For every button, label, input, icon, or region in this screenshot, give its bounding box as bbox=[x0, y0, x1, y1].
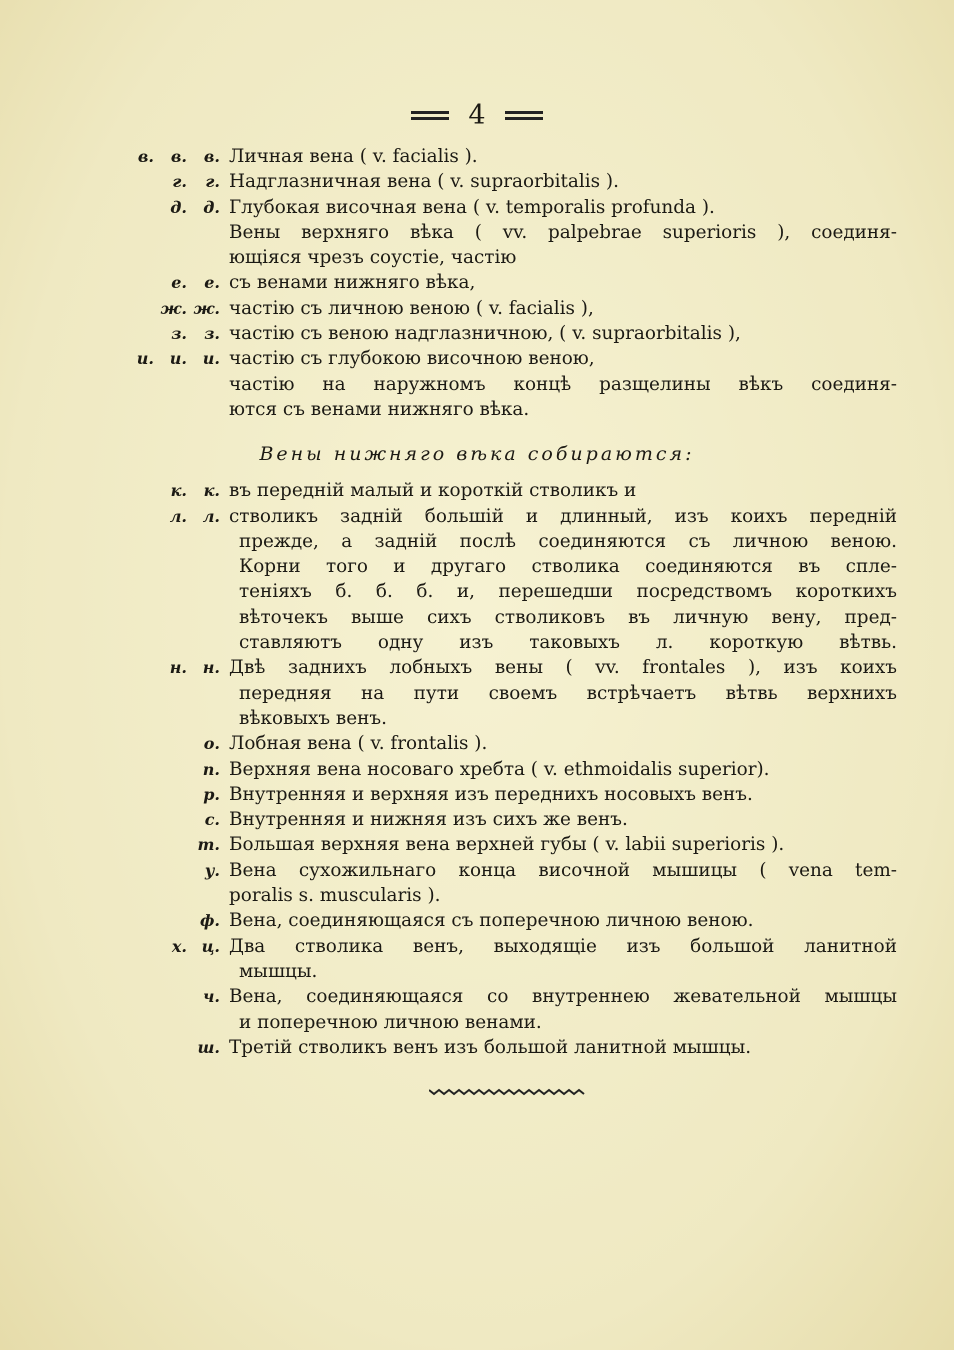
entry-text: теніяхъ б. б. б. и, перешедши посредствомъ короткихъ bbox=[239, 581, 897, 603]
figure-letter: в. bbox=[170, 147, 187, 166]
entry-line bbox=[0, 346, 954, 371]
entry-line bbox=[0, 321, 954, 346]
entry-line bbox=[0, 195, 954, 220]
figure-letter: ж. bbox=[160, 298, 187, 318]
entry-text: Вена сухожильнаго конца височной мышицы ( vena tem- bbox=[229, 859, 897, 881]
entry-text: мышцы. bbox=[239, 960, 318, 982]
entry-text: Надглазничная вена ( v. supraorbitalis ). bbox=[229, 171, 619, 193]
entry-text: въ передній малый и короткій стволикъ и bbox=[229, 480, 637, 502]
figure-letter: х. bbox=[171, 936, 187, 956]
entry-text: Личная вена ( v. facialis ). bbox=[229, 146, 478, 167]
figure-letter: з. bbox=[204, 324, 220, 344]
entry-text: и поперечною личною венами. bbox=[239, 1011, 542, 1033]
entry-text: вѣточекъ выше сихъ стволиковъ въ личную вену, пред- bbox=[239, 606, 897, 628]
figure-reference-letters bbox=[187, 731, 220, 756]
figure-reference-letters bbox=[187, 984, 220, 1009]
entry-text: Вена, соединяющаяся съ поперечною личною веною. bbox=[229, 910, 754, 932]
entry-line bbox=[0, 478, 954, 503]
entry-text: стволикъ задній большій и длинный, изъ коихъ передній bbox=[229, 505, 897, 527]
entry-line bbox=[0, 908, 954, 933]
figure-letter: г. bbox=[172, 172, 187, 192]
left-ornament-rule bbox=[411, 111, 449, 120]
entry-text: ющіяся чрезъ соустіе, частію bbox=[229, 247, 517, 269]
figure-reference-letters bbox=[154, 504, 220, 529]
figure-letter: л. bbox=[202, 506, 220, 526]
figure-letter: с. bbox=[204, 810, 220, 830]
entry-text: вѣковыхъ венъ. bbox=[239, 707, 387, 729]
figure-letter: в. bbox=[203, 147, 220, 166]
entry-line bbox=[0, 554, 954, 579]
figure-reference-letters bbox=[154, 655, 220, 680]
figure-letter: и. bbox=[136, 349, 154, 369]
entry-text: частію съ веною надглазничною, ( v. supraorbitalis ), bbox=[229, 323, 741, 345]
entry-line bbox=[0, 807, 954, 832]
entry-line bbox=[0, 731, 954, 756]
entry-line bbox=[0, 858, 954, 883]
entry-text: ставляютъ одну изъ таковыхъ л. короткую вѣтвь. bbox=[239, 632, 897, 654]
entry-text: Внутренняя и нижняя изъ сихъ же венъ. bbox=[229, 809, 628, 831]
figure-letter: ш. bbox=[197, 1037, 220, 1057]
entry-text: Большая верхняя вена верхней губы ( v. labii superioris ). bbox=[229, 834, 785, 856]
entry-text: частію съ глубокою височною веною, bbox=[229, 348, 595, 370]
figure-letter: е. bbox=[204, 273, 220, 293]
figure-reference-letters bbox=[187, 757, 220, 782]
figure-reference-letters bbox=[187, 908, 220, 933]
figure-reference-letters bbox=[187, 782, 220, 807]
figure-letter: п. bbox=[202, 759, 220, 779]
figure-letter: н. bbox=[202, 658, 220, 678]
entry-text: Внутренняя и верхняя изъ переднихъ носовыхъ венъ. bbox=[229, 783, 753, 805]
figure-reference-letters bbox=[187, 1035, 220, 1060]
figure-letter: в. bbox=[137, 147, 154, 166]
figure-reference-letters bbox=[154, 169, 220, 194]
entry-line bbox=[0, 579, 954, 604]
figure-letter: и. bbox=[202, 349, 220, 369]
figure-letter: д. bbox=[203, 197, 220, 217]
entry-line bbox=[0, 681, 954, 706]
entry-line bbox=[0, 1010, 954, 1035]
page-number: 4 bbox=[468, 100, 486, 131]
figure-letter: т. bbox=[197, 835, 220, 855]
figure-letter: у. bbox=[204, 860, 220, 880]
entry-line bbox=[0, 757, 954, 782]
figure-reference-letters bbox=[154, 478, 220, 503]
page-header bbox=[0, 100, 954, 131]
figure-letter: и. bbox=[169, 349, 187, 369]
figure-letter: г. bbox=[205, 172, 220, 192]
figure-letter: д. bbox=[170, 197, 187, 217]
tail-ornament bbox=[429, 1087, 591, 1097]
figure-letter: л. bbox=[169, 506, 187, 526]
figure-reference-letters bbox=[187, 832, 220, 857]
figure-letter: к. bbox=[170, 481, 187, 501]
entry-line bbox=[0, 504, 954, 529]
entry-line bbox=[0, 1035, 954, 1060]
figure-letter: е. bbox=[171, 273, 187, 293]
figure-letter: к. bbox=[203, 481, 220, 501]
figure-letter: ц. bbox=[201, 936, 220, 956]
entry-line bbox=[0, 296, 954, 321]
figure-letter: н. bbox=[169, 658, 187, 678]
entry-line bbox=[0, 984, 954, 1009]
entry-line bbox=[0, 270, 954, 295]
figure-letter: ф. bbox=[200, 911, 220, 931]
entry-line bbox=[0, 782, 954, 807]
figure-letter: р. bbox=[203, 784, 220, 804]
entry-text: передняя на пути своемъ встрѣчаетъ вѣтвь верхнихъ bbox=[239, 682, 897, 704]
entry-line bbox=[0, 220, 954, 245]
entry-line bbox=[0, 397, 954, 422]
entry-text: съ венами нижняго вѣка, bbox=[229, 272, 476, 294]
entry-text: Третій стволикъ венъ изъ большой ланитной мышцы. bbox=[229, 1036, 752, 1058]
figure-letter: о. bbox=[203, 734, 220, 754]
entry-text: Два стволика венъ, выходящіе изъ большой ланитной bbox=[229, 935, 897, 957]
entry-text: poralis s. muscularis ). bbox=[229, 885, 441, 907]
figure-reference-letters bbox=[154, 270, 220, 295]
entry-text: частію съ личною веною ( v. facialis ), bbox=[229, 297, 594, 319]
figure-letter: з. bbox=[171, 324, 187, 344]
figure-reference-letters bbox=[154, 934, 220, 959]
entry-line bbox=[0, 883, 954, 908]
entry-line bbox=[0, 245, 954, 270]
entries-list bbox=[0, 144, 954, 1060]
entry-line bbox=[0, 529, 954, 554]
figure-reference-letters bbox=[121, 144, 220, 169]
figure-reference-letters bbox=[187, 807, 220, 832]
entry-line bbox=[0, 144, 954, 169]
figure-letter: ж. bbox=[193, 298, 220, 318]
entry-text: частію на наружномъ концѣ разщелины вѣкъ соединя- bbox=[229, 373, 897, 395]
entry-line bbox=[0, 372, 954, 397]
entry-text: ются съ венами нижняго вѣка. bbox=[229, 398, 530, 420]
entry-line bbox=[0, 169, 954, 194]
figure-reference-letters bbox=[187, 858, 220, 883]
entry-text: Вена, соединяющаяся со внутреннею жевательной мышцы bbox=[229, 986, 897, 1008]
figure-letter: ч. bbox=[202, 987, 220, 1007]
right-ornament-rule bbox=[505, 111, 543, 120]
entry-text: прежде, а задній послѣ соединяются съ личною веною. bbox=[239, 530, 897, 552]
figure-reference-letters bbox=[154, 195, 220, 220]
entry-line bbox=[0, 706, 954, 731]
entry-text: Вены верхняго вѣка ( vv. palpebrae superioris ), соединя- bbox=[229, 221, 897, 243]
entry-text: Корни того и другаго стволика соединяются въ спле- bbox=[239, 556, 897, 578]
entry-line bbox=[0, 959, 954, 984]
entry-line bbox=[0, 605, 954, 630]
entry-text: Верхняя вена носоваго хребта ( v. ethmoidalis superior). bbox=[229, 758, 770, 780]
entry-text: Глубокая височная вена ( v. temporalis profunda ). bbox=[229, 196, 715, 218]
entry-line bbox=[0, 655, 954, 680]
entry-text: Двѣ заднихъ лобныхъ вены ( vv. frontales ), изъ коихъ bbox=[229, 657, 897, 679]
figure-reference-letters bbox=[154, 321, 220, 346]
entry-line bbox=[0, 934, 954, 959]
entry-line bbox=[0, 630, 954, 655]
entry-text: Лобная вена ( v. frontalis ). bbox=[229, 733, 488, 755]
figure-reference-letters bbox=[154, 296, 220, 321]
entry-line bbox=[0, 832, 954, 857]
section-heading: Вены нижняго вѣка собираются: bbox=[259, 443, 695, 466]
figure-reference-letters bbox=[121, 346, 220, 371]
